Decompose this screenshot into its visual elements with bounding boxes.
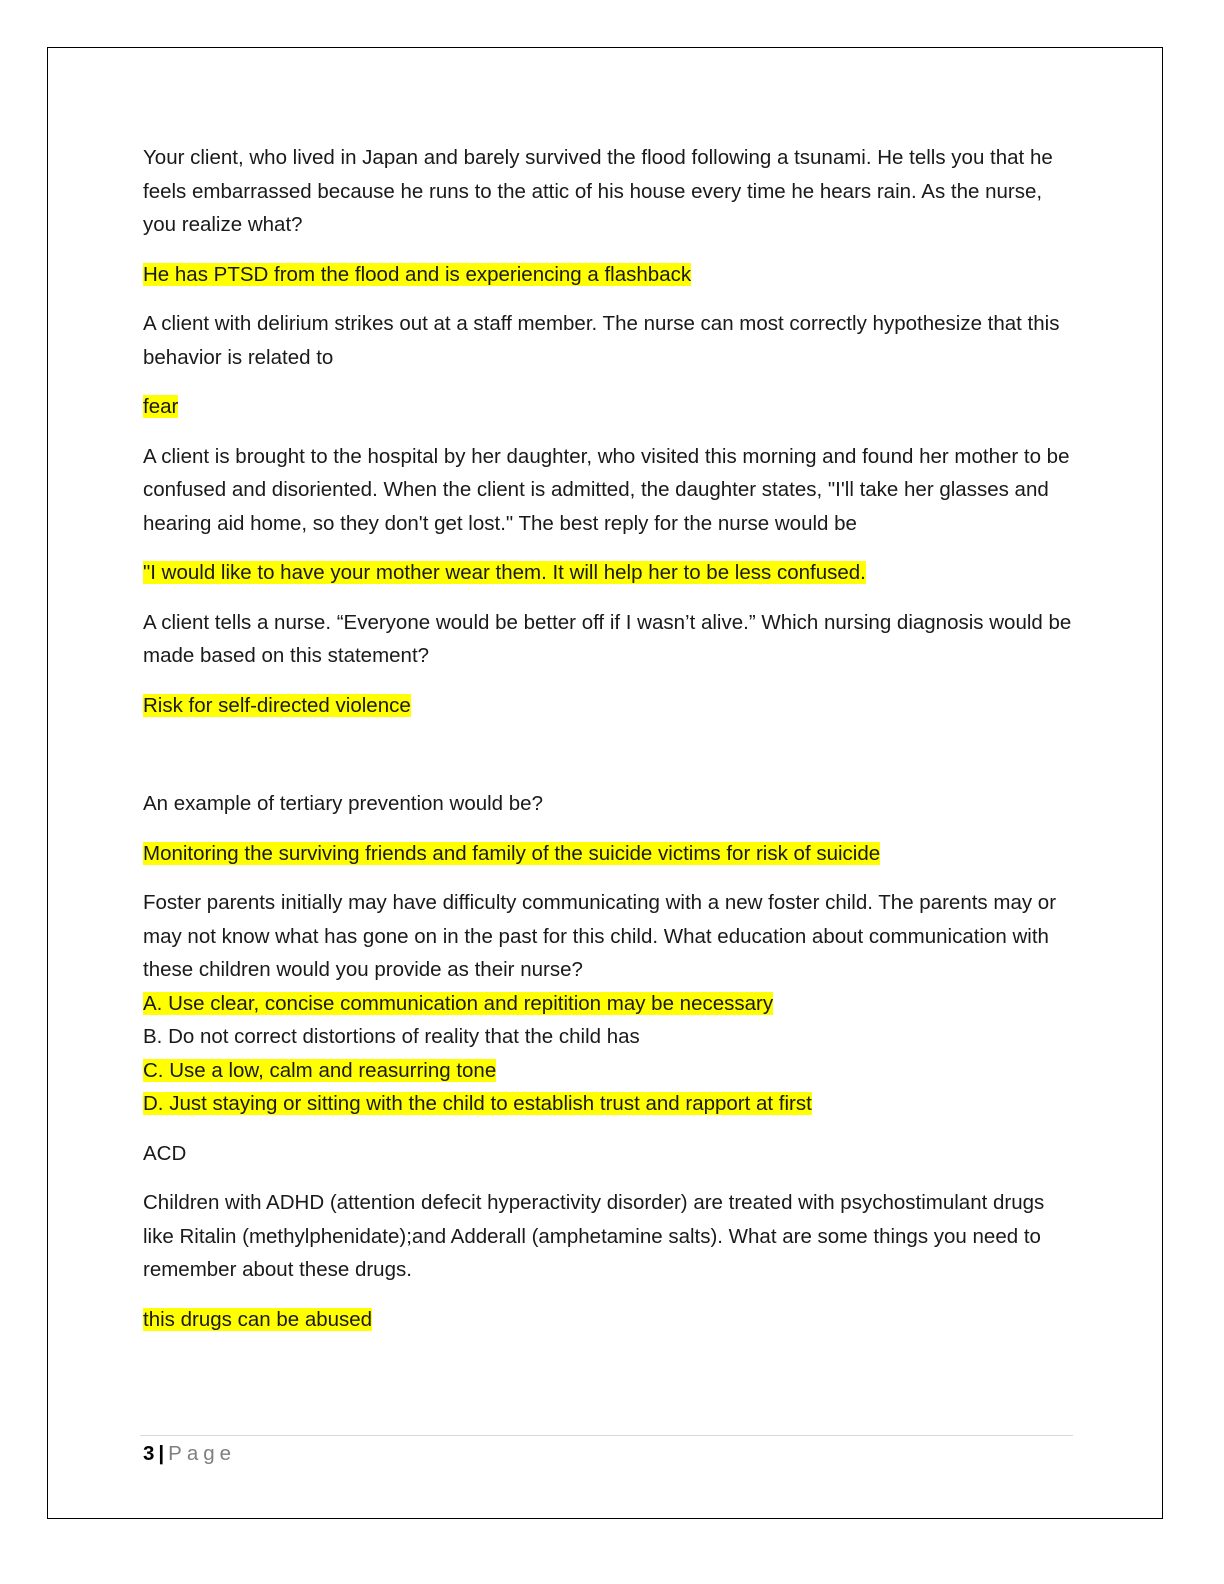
answer-ptsd [143,258,1073,292]
question-foster-parents: Foster parents initially may have difficulty communicating with a new foster child. The parents may or may not know what has gone on in the past for this child. What education about communication with these children would you provide as their nurse? [143,891,1057,981]
question-tertiary-prevention: An example of tertiary prevention would be? [143,792,543,815]
question-ptsd: Your client, who lived in Japan and barely survived the flood following a tsunami. He tells you that he feels embarrassed because he runs to the attic of his house every time he hears rain. As the nurse, you realize what? [143,146,1053,236]
answer-glasses [143,556,1073,590]
page-label: Page [168,1442,237,1465]
question-delirium: A client with delirium strikes out at a staff member. The nurse can most correctly hypothesize that this behavior is related to [143,312,1060,369]
footer-divider [140,1435,1073,1436]
option-b: B. Do not correct distortions of reality that the child has [143,1025,640,1048]
answer-delirium [143,390,1073,424]
answer-highlight: Monitoring the surviving friends and family of the suicide victims for risk of suicide [143,841,881,865]
option-c [143,1054,1073,1088]
option-highlight: A. Use clear, concise communication and repitition may be necessary [143,991,774,1015]
question-nursing-diagnosis: A client tells a nurse. “Everyone would be better off if I wasn’t alive.” Which nursing diagnosis would be made based on this statement? [143,610,1072,667]
answer-highlight: Risk for self-directed violence [143,693,411,717]
answer-highlight: this drugs can be abused [143,1307,373,1331]
option-a [143,987,1073,1021]
option-highlight: D. Just staying or sitting with the child to establish trust and rapport at first [143,1092,812,1115]
question-glasses: A client is brought to the hospital by her daughter, who visited this morning and found her mother to be confused and disoriented. When the client is admitted, the daughter states, "I'll take her glasses and hearing aid home, so they don't get lost." The best reply for the nurse would be [143,444,1070,535]
answer-highlight: fear [143,395,179,418]
page-footer [143,1440,236,1468]
option-highlight: C. Use a low, calm and reasurring tone [143,1058,497,1082]
answer-highlight: He has PTSD from the flood and is experiencing a flashback [143,262,692,286]
option-d [143,1087,1073,1121]
question-adhd: Children with ADHD (attention defecit hyperactivity disorder) are treated with psychostimulant drugs like Ritalin (methylphenidate);and Adderall (amphetamine salts). What are some things you need to remember about these drugs. [143,1191,1045,1281]
answer-foster-parents: ACD [143,1141,187,1165]
footer-separator: | [158,1442,165,1465]
page-number: 3 [143,1442,155,1465]
blank-line [143,738,1073,787]
page-content [143,141,1073,1352]
answer-tertiary-prevention [143,837,1073,871]
answer-highlight: "I would like to have your mother wear them. It will help her to be less confused. [143,561,866,584]
answer-nursing-diagnosis [143,689,1073,723]
answer-adhd [143,1303,1073,1337]
